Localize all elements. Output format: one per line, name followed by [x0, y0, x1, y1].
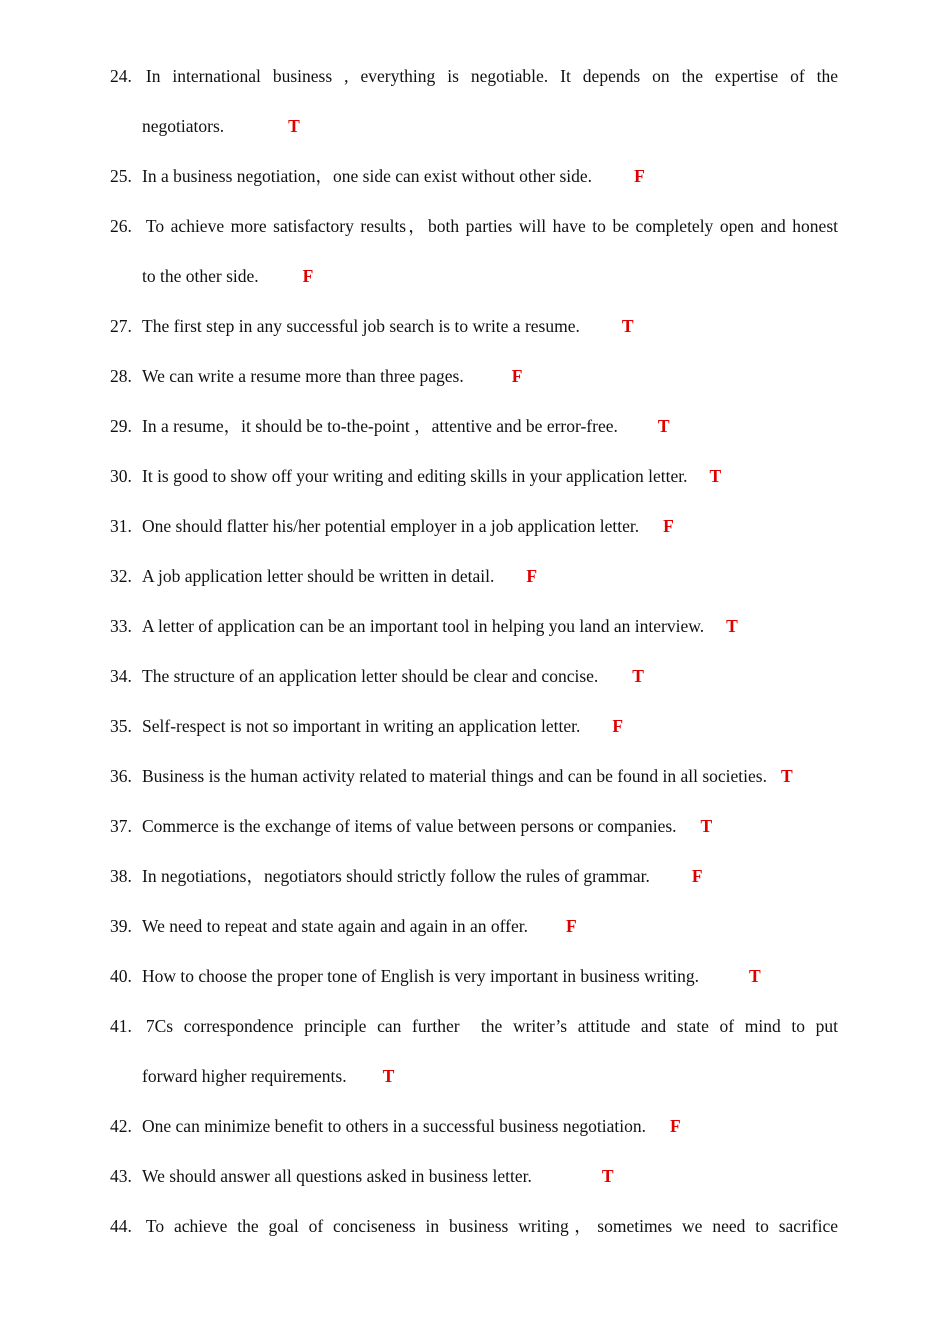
answer-mark: F: [669, 1116, 681, 1136]
question-number: 29.: [110, 416, 132, 436]
answer-mark: T: [382, 1066, 395, 1086]
question-number: 41.: [110, 1016, 132, 1036]
question-35: [110, 714, 838, 738]
question-number: 27.: [110, 316, 132, 336]
question-number: 39.: [110, 916, 132, 936]
question-text: Commerce is the exchange of items of value between persons or companies.: [142, 816, 677, 836]
question-text: We should answer all questions asked in business letter.: [142, 1166, 532, 1186]
question-text-continued: negotiators.: [142, 116, 225, 136]
question-29: [110, 414, 838, 438]
question-number: 38.: [110, 866, 132, 886]
question-text: We can write a resume more than three pages.: [142, 366, 464, 386]
question-number: 28.: [110, 366, 132, 386]
question-31: [110, 514, 838, 538]
question-text: The first step in any successful job search is to write a resume.: [142, 316, 580, 336]
question-26: [110, 214, 838, 238]
answer-mark: T: [700, 816, 713, 836]
question-25: [110, 164, 838, 188]
question-33: [110, 614, 838, 638]
question-number: 30.: [110, 466, 132, 486]
question-number: 34.: [110, 666, 132, 686]
answer-mark: T: [288, 116, 300, 136]
answer-mark: F: [566, 916, 577, 936]
question-text: Business is the human activity related to material things and can be found in all societies.: [142, 766, 767, 786]
question-text-continued: to the other side.: [142, 266, 259, 286]
question-text: In negotiations，negotiators should strictly follow the rules of grammar.: [142, 866, 650, 886]
answer-mark: T: [632, 666, 644, 686]
answer-mark: T: [726, 616, 738, 636]
answer-mark: T: [749, 966, 761, 986]
question-text: 7Cs correspondence principle can further the writer’s attitude and state of mind to put: [145, 1016, 838, 1036]
answer-mark: T: [709, 466, 722, 486]
question-38: [110, 864, 838, 888]
answer-mark: F: [302, 266, 314, 286]
question-number: 26.: [110, 216, 132, 236]
question-text: A job application letter should be written in detail.: [142, 566, 495, 586]
question-number: 42.: [110, 1116, 132, 1136]
question-number: 24.: [110, 66, 132, 86]
answer-mark: F: [663, 516, 674, 536]
question-text-continued: forward higher requirements.: [142, 1066, 347, 1086]
question-39: [110, 914, 838, 938]
question-34: [110, 664, 838, 688]
question-text: In international business , everything is negotiable. It depends on the expertise of the: [145, 66, 838, 86]
question-number: 25.: [110, 166, 132, 186]
question-42: [110, 1114, 838, 1138]
question-43: [110, 1164, 838, 1188]
question-number: 35.: [110, 716, 132, 736]
question-text: How to choose the proper tone of English is very important in business writing.: [142, 966, 700, 986]
question-text: We need to repeat and state again and again in an offer.: [142, 916, 529, 936]
question-26-continuation: [142, 264, 838, 288]
question-24: [110, 64, 838, 88]
question-text: One should flatter his/her potential employer in a job application letter.: [142, 516, 640, 536]
answer-mark: T: [657, 416, 670, 436]
question-number: 33.: [110, 616, 132, 636]
answer-mark: F: [612, 716, 624, 736]
question-number: 32.: [110, 566, 132, 586]
answer-mark: T: [621, 316, 634, 336]
question-41-continuation: [142, 1064, 838, 1088]
question-text: A letter of application can be an important tool in helping you land an interview.: [142, 616, 705, 636]
question-text: It is good to show off your writing and editing skills in your application letter.: [142, 466, 688, 486]
question-30: [110, 464, 838, 488]
answer-mark: T: [601, 1166, 614, 1186]
answer-mark: F: [511, 366, 523, 386]
question-text: To achieve the goal of conciseness in business writing，sometimes we need to sacrifice: [145, 1216, 838, 1236]
question-text: Self-respect is not so important in writing an application letter.: [142, 716, 581, 736]
question-text: The structure of an application letter should be clear and concise.: [142, 666, 599, 686]
answer-mark: F: [526, 566, 538, 586]
question-text: One can minimize benefit to others in a successful business negotiation.: [142, 1116, 646, 1136]
answer-mark: T: [780, 766, 793, 786]
question-27: [110, 314, 838, 338]
question-37: [110, 814, 838, 838]
question-40: [110, 964, 838, 988]
question-number: 43.: [110, 1166, 132, 1186]
question-text: In a business negotiation，one side can exist without other side.: [142, 166, 593, 186]
question-24-continuation: [142, 114, 838, 138]
question-number: 44.: [110, 1216, 132, 1236]
question-36: [110, 764, 855, 788]
answer-mark: F: [634, 166, 645, 186]
question-44: [110, 1214, 838, 1238]
answer-mark: F: [691, 866, 703, 886]
question-number: 36.: [110, 766, 132, 786]
question-28: [110, 364, 838, 388]
question-text: To achieve more satisfactory results，both parties will have to be completely open and honest: [145, 216, 838, 236]
question-text: In a resume，it should be to-the-point ，attentive and be error-free.: [142, 416, 618, 436]
question-number: 31.: [110, 516, 132, 536]
question-41: [110, 1014, 838, 1038]
question-number: 37.: [110, 816, 132, 836]
question-32: [110, 564, 838, 588]
question-number: 40.: [110, 966, 132, 986]
